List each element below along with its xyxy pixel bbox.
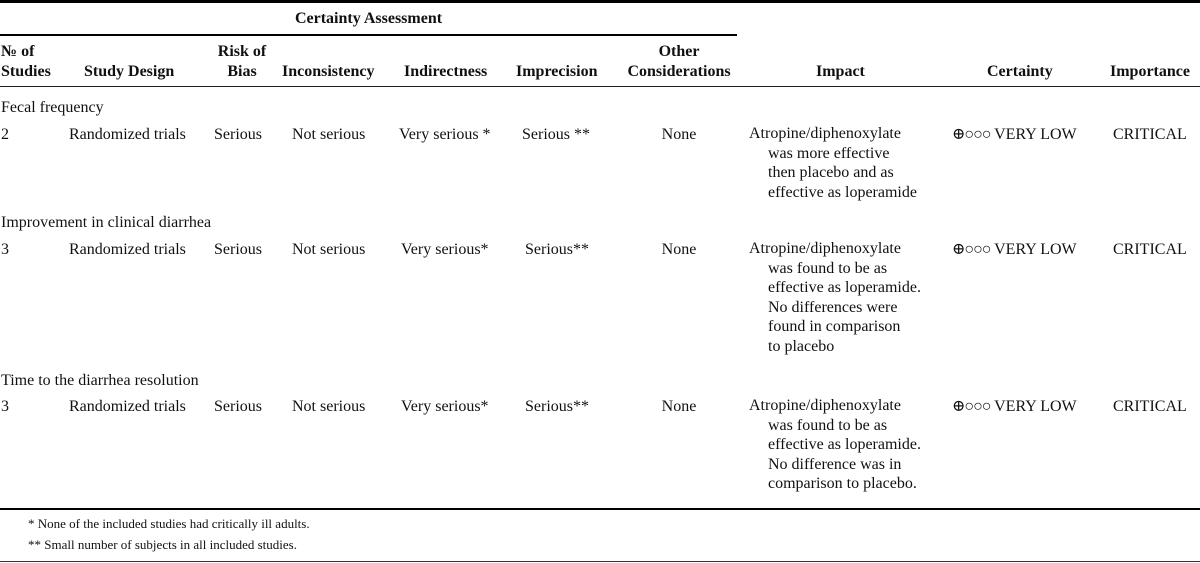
col-header-other-line2: Considerations (627, 63, 731, 80)
cell-imprecision: Serious ** (522, 126, 590, 143)
impact-line: found in comparison (768, 318, 901, 335)
cell-indirectness: Very serious* (401, 241, 489, 258)
certainty-label: VERY LOW (994, 126, 1077, 143)
col-header-other-line1: Other (658, 43, 700, 60)
cell-study-design: Randomized trials (69, 398, 186, 415)
footnote-end-rule (0, 561, 1200, 562)
cell-indirectness: Very serious* (401, 398, 489, 415)
cell-impact (749, 239, 944, 356)
impact-line: Atropine/diphenoxylate (749, 397, 901, 414)
cell-inconsistency: Not serious (292, 126, 366, 143)
cell-impact (749, 124, 944, 202)
impact-line: effective as loperamide. (768, 279, 921, 296)
cell-num-studies: 3 (1, 241, 9, 258)
impact-line: was more effective (768, 144, 890, 162)
header-rule (0, 86, 1200, 87)
cell-study-design: Randomized trials (69, 241, 186, 258)
cell-inconsistency: Not serious (292, 398, 366, 415)
impact-line: No differences were (768, 298, 898, 316)
impact-line: was found to be as (768, 259, 888, 277)
col-header-certainty: Certainty (987, 63, 1053, 80)
impact-line: to placebo (768, 337, 835, 355)
cell-risk-of-bias: Serious (214, 398, 262, 415)
impact-line: effective as loperamide (768, 183, 917, 201)
table-bottom-rule (0, 508, 1200, 510)
cell-indirectness: Very serious * (399, 126, 491, 143)
cell-risk-of-bias: Serious (214, 241, 262, 258)
cell-certainty (952, 125, 1077, 144)
certainty-label: VERY LOW (994, 398, 1077, 415)
footnote: ** Small number of subjects in all included studies. (28, 537, 297, 552)
col-header-impact: Impact (816, 63, 865, 80)
impact-line: Atropine/diphenoxylate (749, 125, 901, 142)
certainty-rating-icon: ⊕○○○ (952, 241, 991, 258)
cell-other-considerations: None (661, 126, 697, 143)
cell-imprecision: Serious** (525, 398, 589, 415)
cell-importance: CRITICAL (1113, 241, 1187, 258)
cell-other-considerations: None (661, 398, 697, 415)
cell-risk-of-bias: Serious (214, 126, 262, 143)
table-top-rule (0, 0, 1200, 3)
cell-certainty (952, 397, 1077, 416)
impact-line: comparison to placebo. (768, 475, 917, 492)
cell-num-studies: 2 (1, 126, 9, 143)
col-header-study-design: Study Design (84, 63, 175, 80)
certainty-rating-icon: ⊕○○○ (952, 398, 991, 415)
certainty-rating-icon: ⊕○○○ (952, 126, 991, 143)
cell-other-considerations: None (661, 241, 697, 258)
impact-line: was found to be as (768, 416, 888, 434)
impact-line: Atropine/diphenoxylate (749, 240, 901, 257)
col-header-risk-of-bias-line2: Bias (227, 63, 257, 80)
cell-certainty (952, 240, 1077, 259)
impact-line: then placebo and as (768, 164, 894, 181)
impact-line: No difference was in (768, 455, 902, 473)
cell-impact (749, 396, 944, 494)
col-header-indirectness: Indirectness (404, 63, 488, 80)
outcome-title: Time to the diarrhea resolution (1, 372, 199, 389)
cell-inconsistency: Not serious (292, 241, 366, 258)
certainty-label: VERY LOW (994, 241, 1077, 258)
group-header-certainty-assessment: Certainty Assessment (294, 10, 443, 27)
impact-line: effective as loperamide. (768, 436, 921, 453)
cell-importance: CRITICAL (1113, 126, 1187, 143)
outcome-title: Fecal frequency (1, 99, 104, 116)
group-header-rule (0, 34, 737, 36)
col-header-importance: Importance (1110, 63, 1190, 80)
cell-importance: CRITICAL (1113, 398, 1187, 415)
outcome-title: Improvement in clinical diarrhea (1, 214, 212, 231)
col-header-risk-of-bias-line1: Risk of (217, 43, 267, 60)
footnote: * None of the included studies had critically ill adults. (28, 516, 310, 531)
cell-num-studies: 3 (1, 398, 9, 415)
col-header-inconsistency: Inconsistency (282, 63, 375, 80)
cell-imprecision: Serious** (525, 241, 589, 258)
cell-study-design: Randomized trials (69, 126, 186, 143)
col-header-num-studies-line2: Studies (1, 63, 51, 80)
col-header-imprecision: Imprecision (516, 63, 598, 80)
col-header-num-studies-line1: № of (1, 43, 35, 60)
